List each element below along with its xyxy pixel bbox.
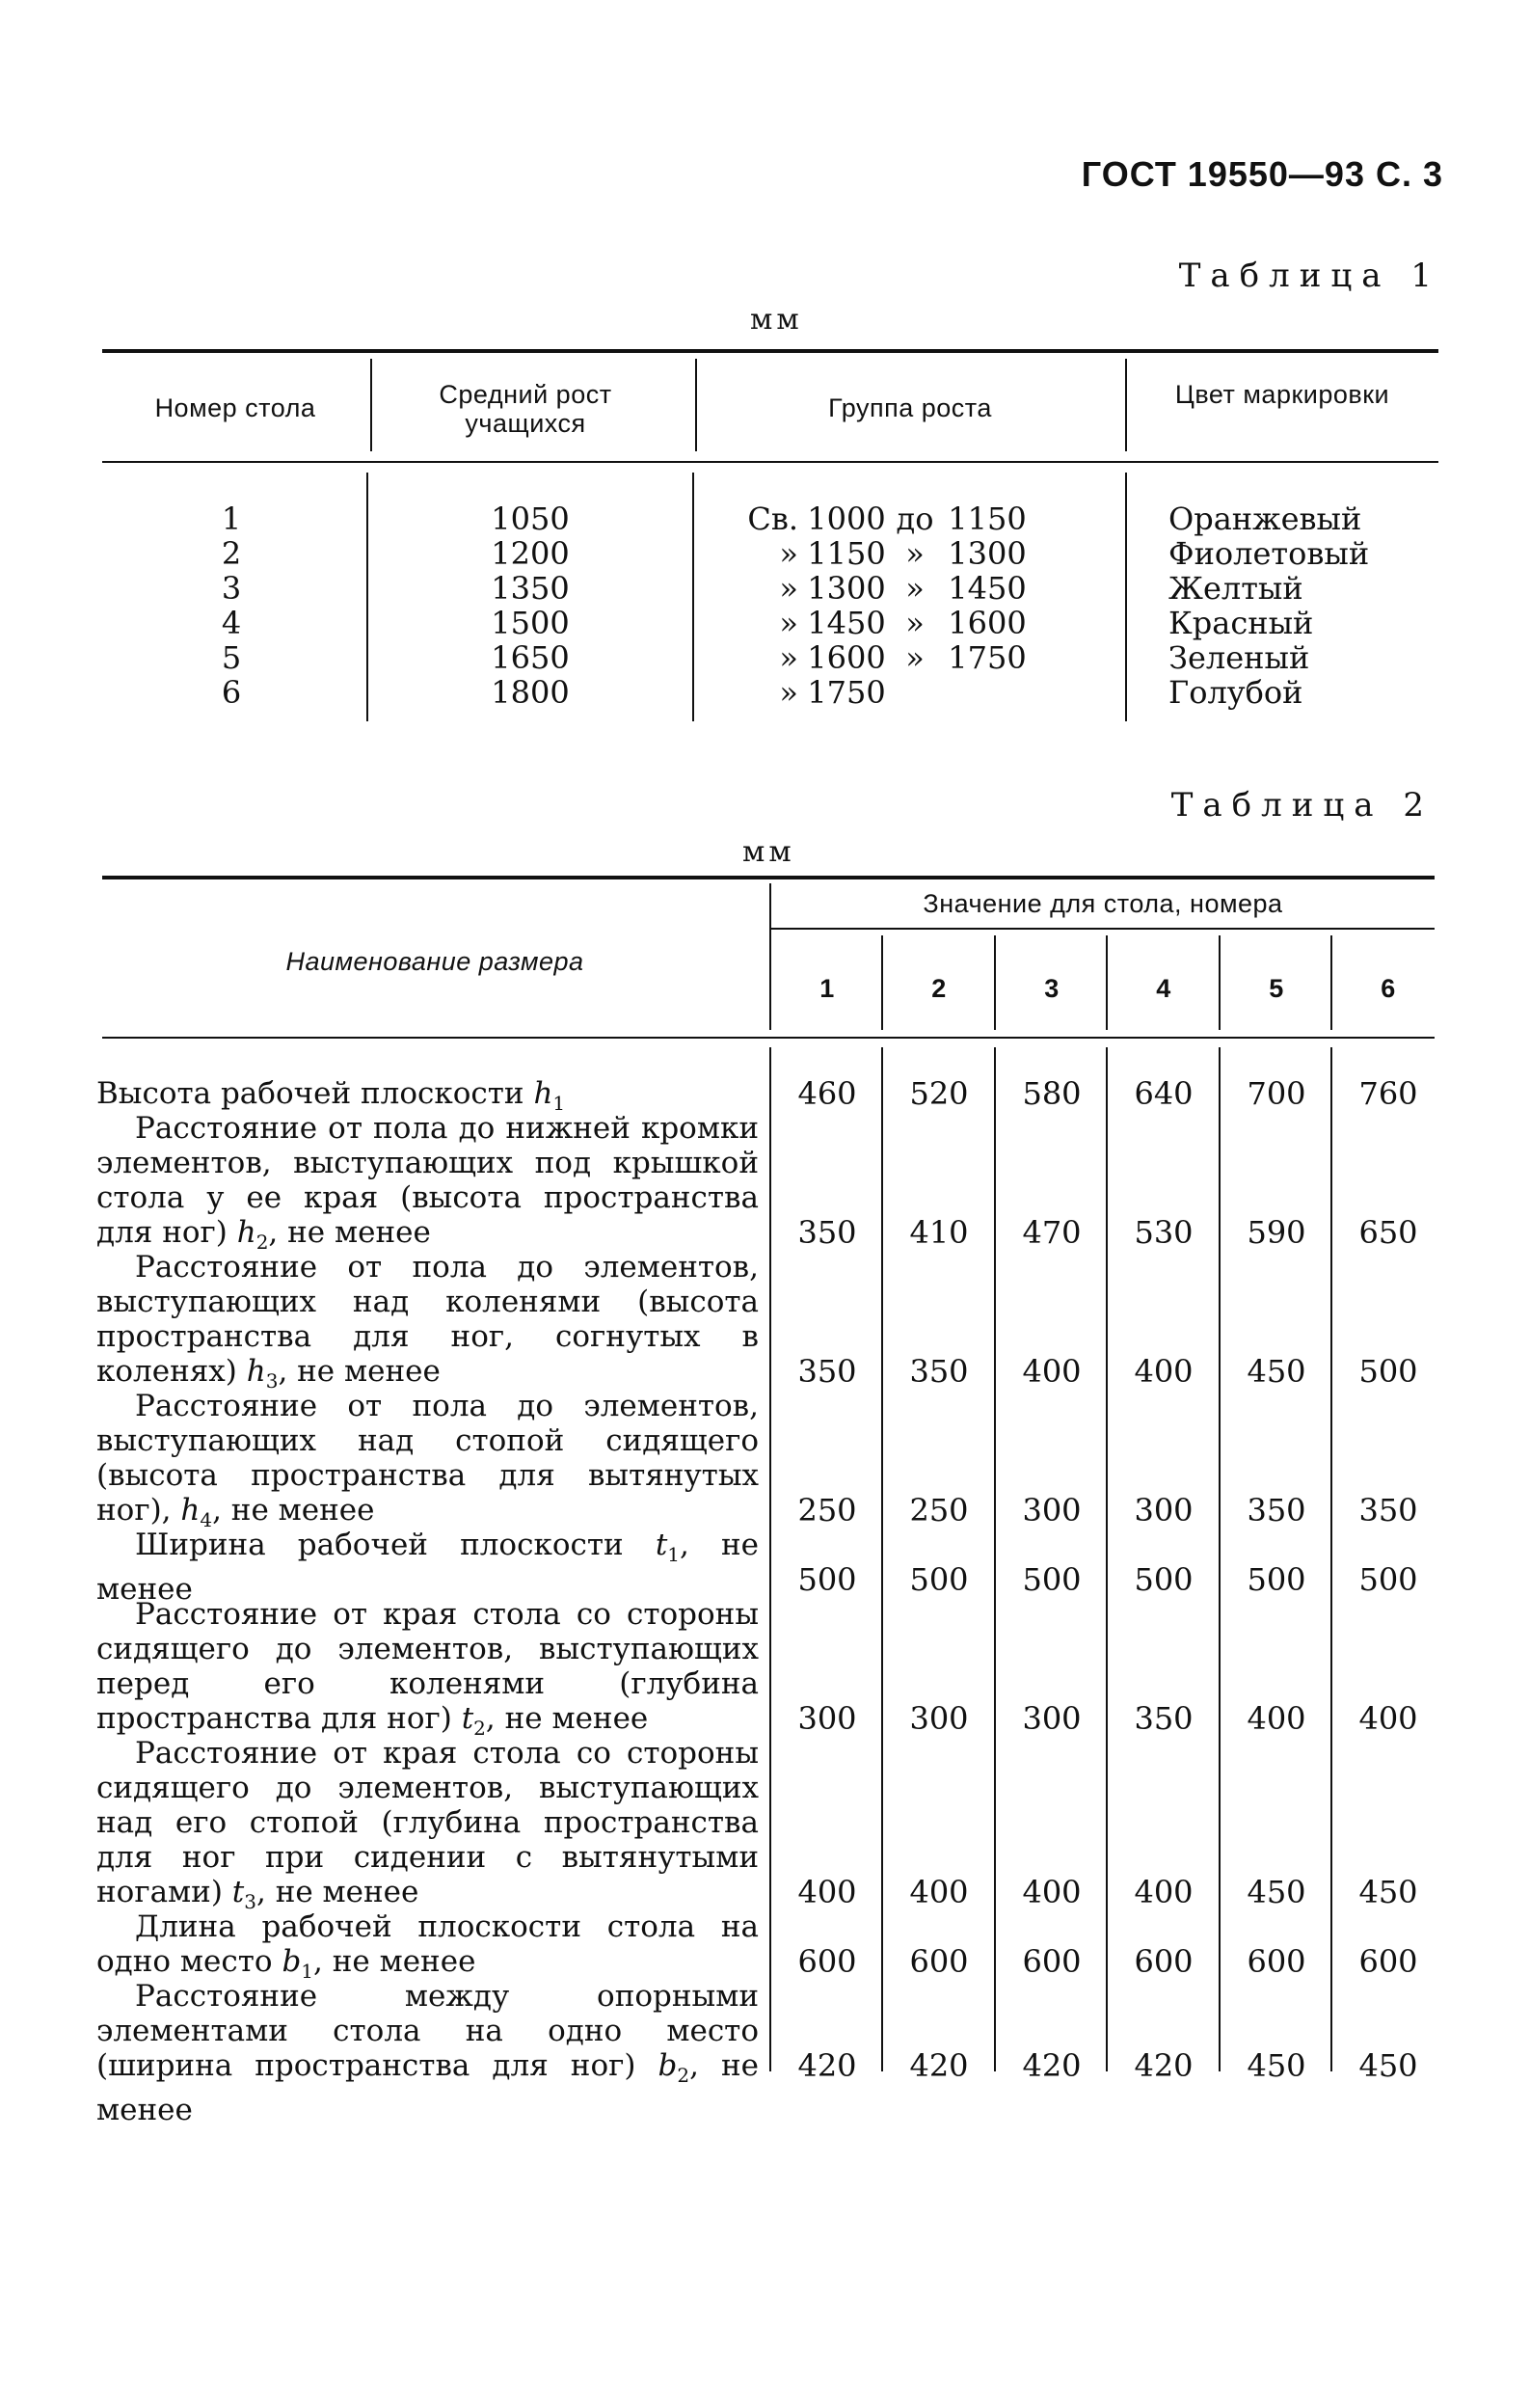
table2-cell-value: 300 [909, 1700, 969, 1737]
table2-cell-value: 580 [1022, 1075, 1082, 1112]
table2-unit: мм [742, 835, 795, 869]
table2-row-tail: , не менее [255, 1875, 419, 1909]
table1-cell-color: Красный [1168, 605, 1314, 641]
table2-cell-value: 760 [1358, 1075, 1418, 1112]
table1-cell-group-to-word: » [905, 639, 925, 676]
table2-row-subscript: 1 [301, 1960, 314, 1984]
table1-cell-group-to-word: до [896, 501, 934, 537]
table1-header-group: Группа роста [828, 393, 992, 422]
table1-header-number: Номер стола [154, 393, 316, 422]
table2-row-tail: , не менее [485, 1701, 649, 1736]
table1-cell-color: Желтый [1168, 570, 1303, 607]
table2-cell-value: 400 [909, 1874, 969, 1910]
table2-row-symbol: t [231, 1875, 245, 1909]
table2-row-text: Расстояние от края стола со стороны сидящего до элементов, выступающих над его стопой (глубина пространства для ног при сидении с вытянутыми ногами) [96, 1736, 759, 1909]
table2-cell-value: 400 [797, 1874, 857, 1910]
table2-cell-value: 700 [1247, 1075, 1306, 1112]
table2-header-name: Наименование размера [285, 947, 584, 976]
table1-cell-group-to-word: » [905, 570, 925, 607]
table2-top-rule [102, 876, 1435, 879]
table2-row-tail: , не менее [278, 1354, 441, 1389]
table2-row-name [96, 1909, 759, 1989]
table2-row-text: Расстояние от пола до нижней кромки элементов, выступающих под крышкой стола у ее края (высота пространства для ног) [96, 1111, 759, 1250]
table1-cell-color: Фиолетовый [1168, 535, 1370, 572]
table2-cell-value: 450 [1247, 1874, 1306, 1910]
table2-divider [769, 883, 771, 1030]
table1-cell-number: 5 [221, 639, 242, 676]
table1-cell-group-prefix: » [779, 570, 798, 607]
table1-header-height: Средний рост учащихся [439, 380, 612, 438]
table2-cell-value: 350 [797, 1353, 857, 1390]
table2-row-text: Высота рабочей плоскости [96, 1076, 524, 1111]
table1-cell-number: 1 [221, 501, 242, 537]
table2-cell-value: 350 [909, 1353, 969, 1390]
table2-row-text: Расстояние от пола до элементов, выступающих над коленями (высота пространства для ног, согнутых в коленях) [96, 1250, 759, 1389]
table2-header-col: 5 [1269, 974, 1284, 1003]
table1-cell-number: 4 [221, 605, 242, 641]
table2-divider [1106, 1047, 1108, 2071]
table2-row-name [96, 1111, 759, 1259]
table2-row-text: Расстояние между опорными элементами стола на одно место (ширина пространства для ног) [96, 1979, 759, 2083]
table2-cell-value: 400 [1134, 1874, 1194, 1910]
table2-row-text: Расстояние от края стола со стороны сидящего до элементов, выступающих перед его коленями (глубина пространства для ног) [96, 1597, 759, 1736]
table2-row-subscript: 2 [677, 2064, 690, 2088]
table2-row-symbol: t [655, 1528, 668, 1562]
table1-divider [1125, 473, 1127, 721]
table1-cell-group-to: 1450 [948, 570, 1027, 607]
table2-cell-value: 470 [1022, 1214, 1082, 1251]
table2-cell-value: 600 [1022, 1943, 1082, 1980]
table2-row-subscript: 3 [265, 1369, 279, 1393]
table2-cell-value: 500 [797, 1561, 857, 1598]
table2-cell-value: 500 [1247, 1561, 1306, 1598]
table1-cell-color: Оранжевый [1168, 501, 1362, 537]
table2-header-col: 2 [931, 974, 947, 1003]
table1-cell-number: 2 [221, 535, 242, 572]
table2-group-rule [771, 928, 1435, 930]
table2-cell-value: 250 [909, 1492, 969, 1529]
table2-row-symbol: h [533, 1076, 553, 1111]
table2-cell-value: 450 [1247, 2047, 1306, 2084]
table1-cell-group-to: 1300 [948, 535, 1027, 572]
table1-cell-number: 3 [221, 570, 242, 607]
table2-cell-value: 400 [1358, 1700, 1418, 1737]
table1-cell-height: 1800 [491, 674, 570, 711]
table2-row-name [96, 1389, 759, 1537]
table1-cell-group-from: 1600 [807, 639, 886, 676]
table2-row-name [96, 1597, 759, 1745]
table2-cell-value: 450 [1358, 2047, 1418, 2084]
table2-cell-value: 600 [797, 1943, 857, 1980]
table2-cell-value: 350 [797, 1214, 857, 1251]
table2-cell-value: 600 [1134, 1943, 1194, 1980]
table1-divider [1125, 359, 1127, 451]
table2-cell-value: 300 [1134, 1492, 1194, 1529]
table1-cell-height: 1350 [491, 570, 570, 607]
table2-row-subscript: 3 [244, 1890, 256, 1914]
table2-cell-value: 600 [909, 1943, 969, 1980]
table2-row-name [96, 1250, 759, 1398]
table1-divider [370, 359, 372, 451]
table1-unit: мм [750, 303, 803, 337]
table2-cell-value: 500 [1358, 1353, 1418, 1390]
table1-cell-group-prefix: » [779, 605, 798, 641]
table1-cell-group-to: 1150 [948, 501, 1027, 537]
table2-header-col: 4 [1156, 974, 1171, 1003]
table2-row-name [96, 1979, 759, 2127]
table1-cell-group-from: 1300 [807, 570, 886, 607]
page-header: ГОСТ 19550—93 С. 3 [1081, 154, 1443, 194]
table2-cell-value: 520 [909, 1075, 969, 1112]
table1-cell-group-prefix: Св. [747, 501, 798, 537]
table2-cell-value: 500 [1358, 1561, 1418, 1598]
table1-cell-color: Голубой [1168, 674, 1303, 711]
table2-cell-value: 250 [797, 1492, 857, 1529]
table2-cell-value: 400 [1134, 1353, 1194, 1390]
table2-cell-value: 450 [1358, 1874, 1418, 1910]
table2-cell-value: 640 [1134, 1075, 1194, 1112]
table2-cell-value: 600 [1247, 1943, 1306, 1980]
table2-row-text: Ширина рабочей плоскости [135, 1528, 624, 1562]
table1-cell-height: 1200 [491, 535, 570, 572]
table1-top-rule [102, 349, 1438, 353]
table2-row-symbol: h [246, 1354, 266, 1389]
table2-divider [994, 1047, 996, 2071]
table2-row-tail: , не менее [268, 1215, 431, 1250]
table2-cell-value: 500 [1134, 1561, 1194, 1598]
table1-cell-number: 6 [221, 674, 242, 711]
table2-header-rule [102, 1037, 1435, 1039]
table2-cell-value: 300 [1022, 1700, 1082, 1737]
table1-cell-group-from: 1150 [807, 535, 886, 572]
table2-cell-value: 420 [1022, 2047, 1082, 2084]
table1-cell-group-prefix: » [779, 674, 798, 711]
table1-cell-group-to: 1600 [948, 605, 1027, 641]
table2-row-symbol: h [236, 1215, 256, 1250]
table1-cell-group-to-word: » [905, 605, 925, 641]
table2-cell-value: 600 [1358, 1943, 1418, 1980]
table1-cell-height: 1500 [491, 605, 570, 641]
table2-cell-value: 500 [909, 1561, 969, 1598]
table2-cell-value: 420 [1134, 2047, 1194, 2084]
table1-divider [366, 473, 368, 721]
table2-cell-value: 530 [1134, 1214, 1194, 1251]
table2-cell-value: 350 [1134, 1700, 1194, 1737]
table2-row-subscript: 1 [552, 1092, 566, 1116]
table1-cell-group-from: 1000 [807, 501, 886, 537]
table2-row-name [96, 1736, 759, 1919]
table2-cell-value: 500 [1022, 1561, 1082, 1598]
table1-cell-height: 1650 [491, 639, 570, 676]
table2-row-subscript: 2 [473, 1717, 486, 1741]
table1-cell-group-from: 1750 [807, 674, 886, 711]
table2-cell-value: 450 [1247, 1353, 1306, 1390]
table1-caption: Таблица 1 [1178, 257, 1441, 295]
table2-cell-value: 400 [1022, 1353, 1082, 1390]
table1-cell-group-to-word: » [905, 535, 925, 572]
table2-cell-value: 400 [1022, 1874, 1082, 1910]
table2-row-symbol: h [180, 1493, 201, 1528]
table2-header-col: 3 [1044, 974, 1060, 1003]
table1-cell-group-prefix: » [779, 535, 798, 572]
table2-row-subscript: 4 [200, 1508, 213, 1532]
table2-caption: Таблица 2 [1170, 786, 1434, 825]
table2-row-subscript: 2 [255, 1231, 269, 1255]
table2-divider [881, 1047, 883, 2071]
table2-cell-value: 350 [1358, 1492, 1418, 1529]
table2-divider [1219, 1047, 1221, 2071]
table1-cell-group-to: 1750 [948, 639, 1027, 676]
table2-row-symbol: t [461, 1701, 474, 1736]
table2-row-name [96, 1528, 759, 1607]
table2-cell-value: 420 [797, 2047, 857, 2084]
table2-header-group: Значение для стола, номера [923, 889, 1283, 918]
table2-cell-value: 350 [1247, 1492, 1306, 1529]
table2-row-symbol: b [282, 1944, 302, 1979]
table2-row-tail: , не менее [96, 2048, 760, 2128]
table2-divider [1330, 1047, 1332, 2071]
table2-row-text: Длина рабочей плоскости стола на одно место [96, 1909, 759, 1979]
table2-cell-value: 400 [1247, 1700, 1306, 1737]
table1-header-color: Цвет маркировки [1174, 380, 1390, 409]
table1-cell-group-prefix: » [779, 639, 798, 676]
table2-divider [769, 1047, 771, 2071]
table2-cell-value: 410 [909, 1214, 969, 1251]
table2-cell-value: 650 [1358, 1214, 1418, 1251]
table2-header-col: 6 [1381, 974, 1396, 1003]
table1-divider [692, 473, 694, 721]
table2-cell-value: 420 [909, 2047, 969, 2084]
table2-header-col: 1 [819, 974, 835, 1003]
table2-cell-value: 300 [1022, 1492, 1082, 1529]
table1-header-rule [102, 461, 1438, 463]
table2-row-tail: , не менее [212, 1493, 375, 1528]
table1-cell-height: 1050 [491, 501, 570, 537]
table2-row-text: Расстояние от пола до элементов, выступающих над стопой сидящего (высота пространства для вытянутых ног), [96, 1389, 759, 1528]
table2-cell-value: 300 [797, 1700, 857, 1737]
table2-cell-value: 590 [1247, 1214, 1306, 1251]
table1-cell-group-from: 1450 [807, 605, 886, 641]
table2-row-symbol: b [658, 2048, 678, 2083]
table2-cell-value: 460 [797, 1075, 857, 1112]
table2-row-tail: , не менее [313, 1944, 476, 1979]
table1-cell-color: Зеленый [1168, 639, 1310, 676]
table2-row-subscript: 1 [667, 1543, 681, 1567]
table2-row-tail: , не менее [96, 1528, 759, 1608]
